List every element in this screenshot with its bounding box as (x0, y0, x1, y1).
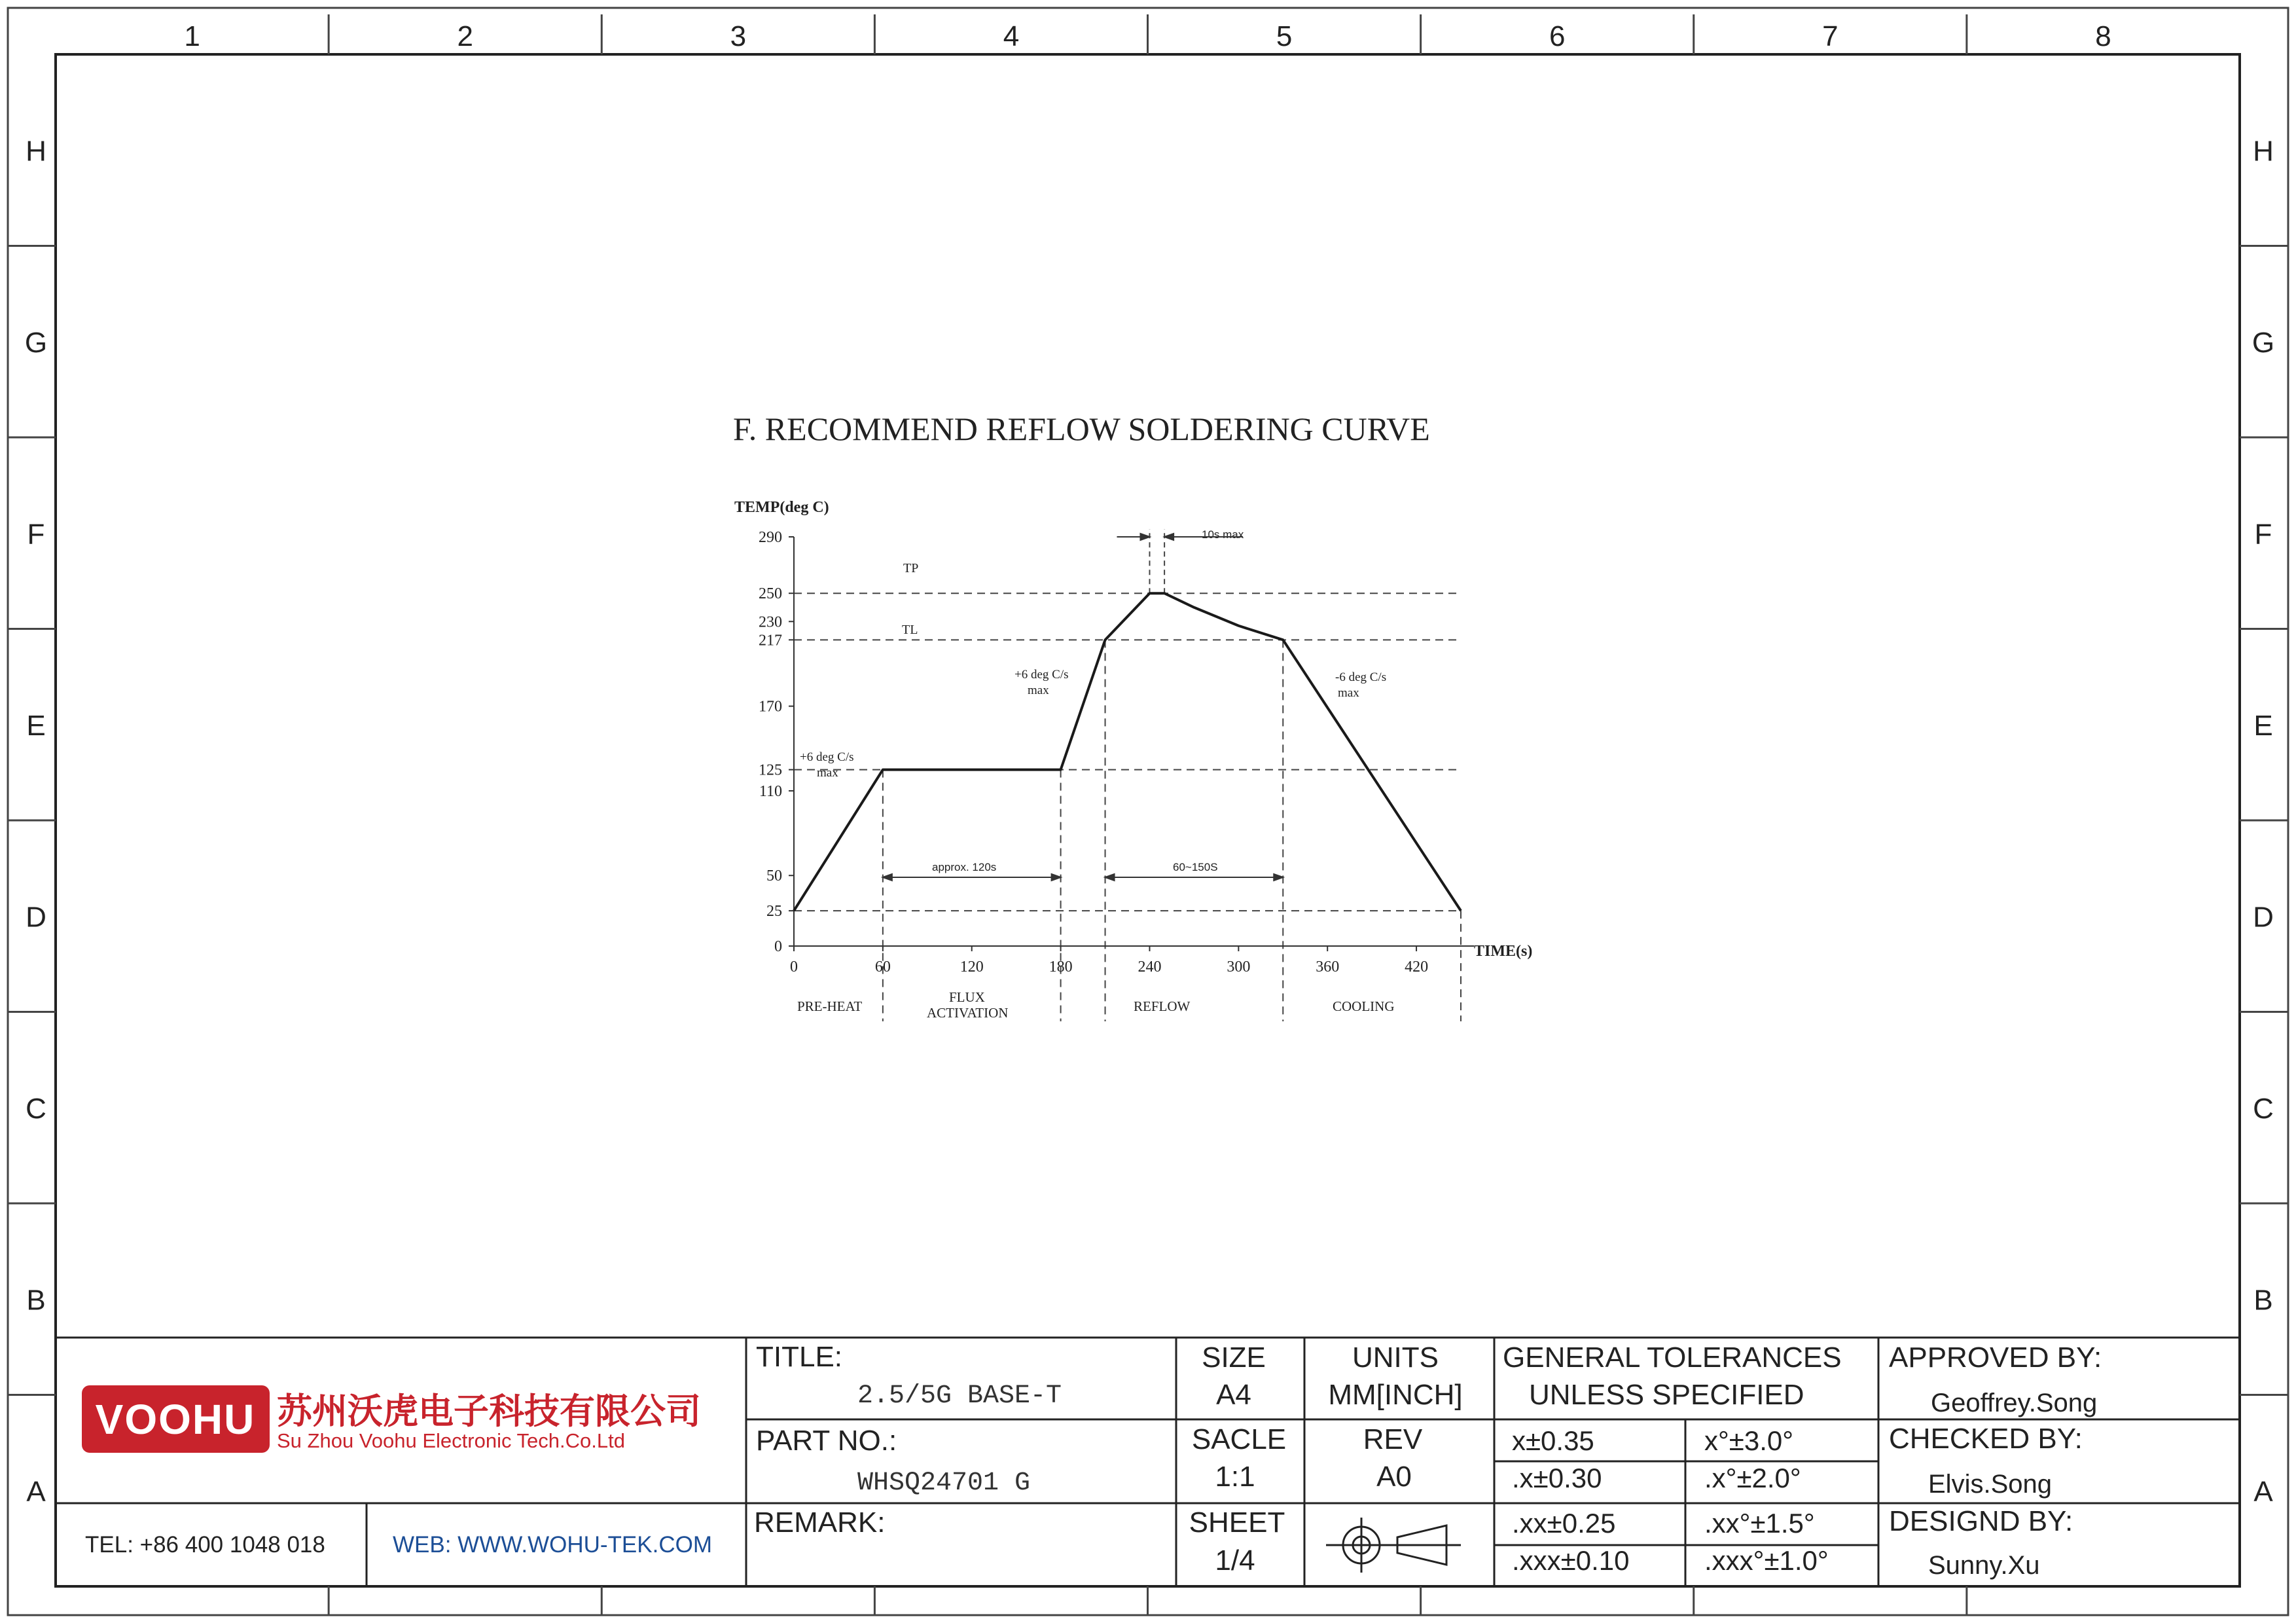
zone-row-C-right: C (2253, 1092, 2274, 1125)
title-block-grid (56, 1338, 2240, 1586)
sheet-value: 1/4 (1215, 1544, 1255, 1577)
company-tel: TEL: +86 400 1048 018 (85, 1532, 325, 1558)
x-tick-label: 180 (1049, 958, 1073, 976)
y-tick-label: 170 (759, 698, 782, 716)
y-axis-label: TEMP(deg C) (734, 499, 829, 516)
y-tick-labels (759, 529, 794, 955)
zone-column-2: 2 (457, 20, 473, 52)
zone-row-G-left: G (24, 326, 48, 359)
cooling-rate-label: -6 deg C/s (1335, 670, 1387, 684)
y-tick-label: 217 (759, 632, 782, 649)
y-tick-label: 230 (759, 613, 782, 631)
units-label: UNITS (1352, 1341, 1439, 1374)
rev-value: A0 (1376, 1461, 1412, 1493)
zone-row-A-left: A (26, 1475, 46, 1508)
zone-row-D-left: D (26, 901, 46, 934)
zone-column-3: 3 (730, 20, 747, 52)
title-label: TITLE: (756, 1341, 843, 1373)
soak-duration-label: approx. 120s (932, 861, 997, 873)
approved-value: Geoffrey.Song (1931, 1389, 2098, 1417)
designed-value: Sunny.Xu (1928, 1551, 2040, 1580)
peak-duration-label: 10s max (1202, 528, 1244, 541)
checked-value: Elvis.Song (1928, 1470, 2052, 1499)
company-name-cn: 苏州沃虎电子科技有限公司 (277, 1392, 701, 1431)
chart-axes (794, 537, 1474, 946)
zone-row-D-right: D (2253, 901, 2274, 934)
zone-preheat: PRE-HEAT (797, 998, 863, 1014)
zone-ticks (8, 14, 2288, 1615)
title-block (56, 1338, 2240, 1586)
ramp-up-rate-max: max (817, 766, 838, 780)
zone-column-1: 1 (184, 20, 200, 52)
remark-label: REMARK: (754, 1506, 886, 1539)
size-label: SIZE (1202, 1341, 1266, 1374)
y-tick-label: 25 (766, 903, 782, 921)
size-value: A4 (1216, 1379, 1251, 1411)
peak-arrow-right-head (1164, 534, 1174, 540)
ramp-up-rate-label: +6 deg C/s (800, 750, 854, 764)
zone-column-8: 8 (2095, 20, 2111, 52)
zone-flux: FLUX (949, 989, 985, 1005)
zone-row-E-right: E (2253, 709, 2273, 742)
outer-border (8, 8, 2288, 1615)
rev-label: REV (1363, 1423, 1423, 1455)
soak-arrow-head (1052, 874, 1061, 881)
soak-arrow-head (883, 874, 892, 881)
zone-row-labels (25, 135, 2274, 1508)
zone-column-4: 4 (1003, 20, 1020, 52)
x-tick-label: 60 (874, 958, 891, 976)
reflow-arrow-head (1105, 874, 1115, 881)
reflow-arrow-head (1274, 874, 1283, 881)
x-tick-label: 240 (1138, 958, 1162, 976)
zone-row-H-right: H (2253, 135, 2274, 168)
part-no-value: WHSQ24701 G (857, 1468, 1031, 1498)
ramp-to-peak-rate-max: max (1028, 684, 1049, 697)
tolerance-angular: .xxx°±1.0° (1704, 1545, 1829, 1576)
y-tick-label: 0 (774, 938, 782, 955)
zone-reflow: REFLOW (1134, 998, 1191, 1014)
zone-row-F-right: F (2254, 518, 2272, 551)
profile-series-line (794, 593, 1461, 911)
tolerance-linear: x±0.35 (1512, 1425, 1594, 1456)
drawing-heading: F. RECOMMEND REFLOW SOLDERING CURVE (733, 410, 1430, 447)
sheet-frame (8, 8, 2288, 1615)
reflow-duration-label: 60~150S (1173, 861, 1218, 873)
tolerance-table (1512, 1425, 1829, 1576)
tolerance-angular: .x°±2.0° (1704, 1463, 1801, 1493)
reflow-profile-line (794, 593, 1461, 911)
x-tick-label: 300 (1227, 958, 1251, 976)
tolerance-angular: x°±3.0° (1704, 1425, 1794, 1456)
checked-label: CHECKED BY: (1889, 1423, 2083, 1455)
projection-symbol-icon (1326, 1518, 1461, 1573)
tolerances-title-1: GENERAL TOLERANCES (1503, 1341, 1842, 1374)
sheet-label: SHEET (1189, 1506, 1285, 1539)
x-tick-labels (790, 946, 1428, 976)
x-tick-label: 360 (1316, 958, 1340, 976)
approved-label: APPROVED BY: (1889, 1341, 2102, 1374)
tolerances-title-2: UNLESS SPECIFIED (1529, 1379, 1804, 1411)
company-web[interactable]: WEB: WWW.WOHU-TEK.COM (393, 1532, 712, 1558)
zone-row-H-left: H (26, 135, 46, 168)
logo-text: VOOHU (95, 1396, 256, 1443)
tl-label: TL (902, 623, 918, 637)
zone-row-G-right: G (2251, 326, 2275, 359)
y-tick-label: 290 (759, 529, 782, 546)
scale-label: SACLE (1191, 1423, 1287, 1455)
x-tick-label: 120 (960, 958, 984, 976)
tolerance-angular: .xx°±1.5° (1704, 1508, 1815, 1539)
zone-activation: ACTIVATION (927, 1005, 1009, 1021)
peak-arrow-left-head (1140, 534, 1149, 540)
ramp-to-peak-rate-label: +6 deg C/s (1014, 668, 1069, 682)
zone-column-7: 7 (1822, 20, 1839, 52)
y-tick-label: 250 (759, 585, 782, 603)
part-no-label: PART NO.: (756, 1425, 897, 1457)
y-tick-label: 50 (766, 867, 782, 885)
title-value: 2.5/5G BASE-T (857, 1381, 1062, 1411)
zone-row-E-left: E (26, 709, 46, 742)
chart-reference-lines (794, 529, 1461, 1021)
x-tick-label: 0 (790, 958, 798, 976)
designed-label: DESIGND BY: (1889, 1505, 2073, 1537)
y-tick-label: 110 (759, 782, 782, 800)
zone-cooling: COOLING (1333, 998, 1395, 1014)
x-axis-label: TIME(s) (1474, 943, 1533, 960)
zone-column-5: 5 (1276, 20, 1293, 52)
tp-label: TP (903, 561, 919, 575)
units-value: MM[INCH] (1328, 1379, 1463, 1411)
cooling-rate-max: max (1338, 686, 1359, 700)
zone-row-F-left: F (27, 518, 45, 551)
tolerance-linear: .xxx±0.10 (1512, 1545, 1630, 1576)
zone-row-A-right: A (2253, 1475, 2273, 1508)
zone-row-B-right: B (2253, 1284, 2273, 1317)
y-tick-label: 125 (759, 761, 782, 779)
tolerance-linear: .xx±0.25 (1512, 1508, 1616, 1539)
tolerance-linear: .x±0.30 (1512, 1463, 1602, 1493)
scale-value: 1:1 (1215, 1461, 1255, 1493)
company-name-en: Su Zhou Voohu Electronic Tech.Co.Ltd (277, 1429, 625, 1452)
zone-row-C-left: C (26, 1092, 46, 1125)
zone-row-B-left: B (26, 1284, 46, 1317)
zone-column-6: 6 (1549, 20, 1566, 52)
x-tick-label: 420 (1405, 958, 1429, 976)
reflow-chart (734, 499, 1532, 1021)
